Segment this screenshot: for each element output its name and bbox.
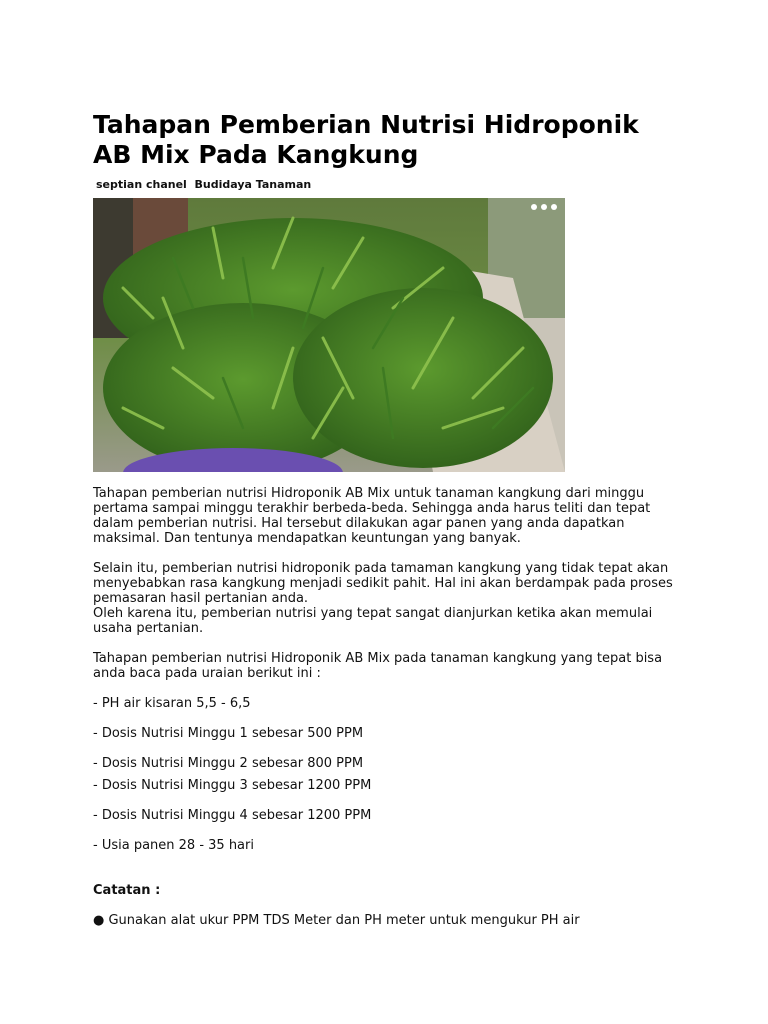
list-item: - Dosis Nutrisi Minggu 1 sebesar 500 PPM <box>93 726 364 741</box>
list-item: - PH air kisaran 5,5 - 6,5 <box>93 696 251 711</box>
article-title: Tahapan Pemberian Nutrisi Hidroponik AB Mix Pada Kangkung <box>93 110 639 169</box>
article-photo <box>93 198 565 472</box>
list-item: - Usia panen 28 - 35 hari <box>93 838 254 853</box>
paragraph: Tahapan pemberian nutrisi Hidroponik AB Mix untuk tanaman kangkung dari minggu pertama sampai minggu terakhir berbeda-beda. Sehingga anda harus teliti dan tepat dalam pemberian nutrisi. Hal tersebut dilakukan agar panen yang anda dapatkan maksimal. Dan tentunya mendapatkan keuntungan yang banyak. <box>93 486 651 546</box>
document-page <box>93 110 683 928</box>
list-item: - Dosis Nutrisi Minggu 2 sebesar 800 PPM <box>93 756 364 771</box>
category-name: Budidaya Tanaman <box>194 178 312 191</box>
note-item: ● Gunakan alat ukur PPM TDS Meter dan PH meter untuk mengukur PH air <box>93 913 580 928</box>
paragraph: Oleh karena itu, pemberian nutrisi yang tepat sangat dianjurkan ketika akan memulai usaha pertanian. <box>93 606 653 636</box>
list-item: - Dosis Nutrisi Minggu 4 sebesar 1200 PPM <box>93 808 372 823</box>
paragraph: Tahapan pemberian nutrisi Hidroponik AB Mix pada tanaman kangkung yang tepat bisa anda baca pada uraian berikut ini : <box>93 651 663 681</box>
article-body <box>93 486 683 928</box>
paragraph: Selain itu, pemberian nutrisi hidroponik pada tamaman kangkung yang tidak tepat akan menyebabkan rasa kangkung menjadi sedikit pahit. Hal ini akan berdampak pada proses pemasaran hasil pertanian anda. <box>93 561 673 606</box>
article-meta <box>93 178 683 192</box>
more-dots-icon[interactable] <box>531 204 557 210</box>
note-title: Catatan : <box>93 883 161 898</box>
author-name: septian chanel <box>96 178 187 191</box>
list-item: - Dosis Nutrisi Minggu 3 sebesar 1200 PPM <box>93 778 372 793</box>
kangkung-photo <box>93 198 565 472</box>
